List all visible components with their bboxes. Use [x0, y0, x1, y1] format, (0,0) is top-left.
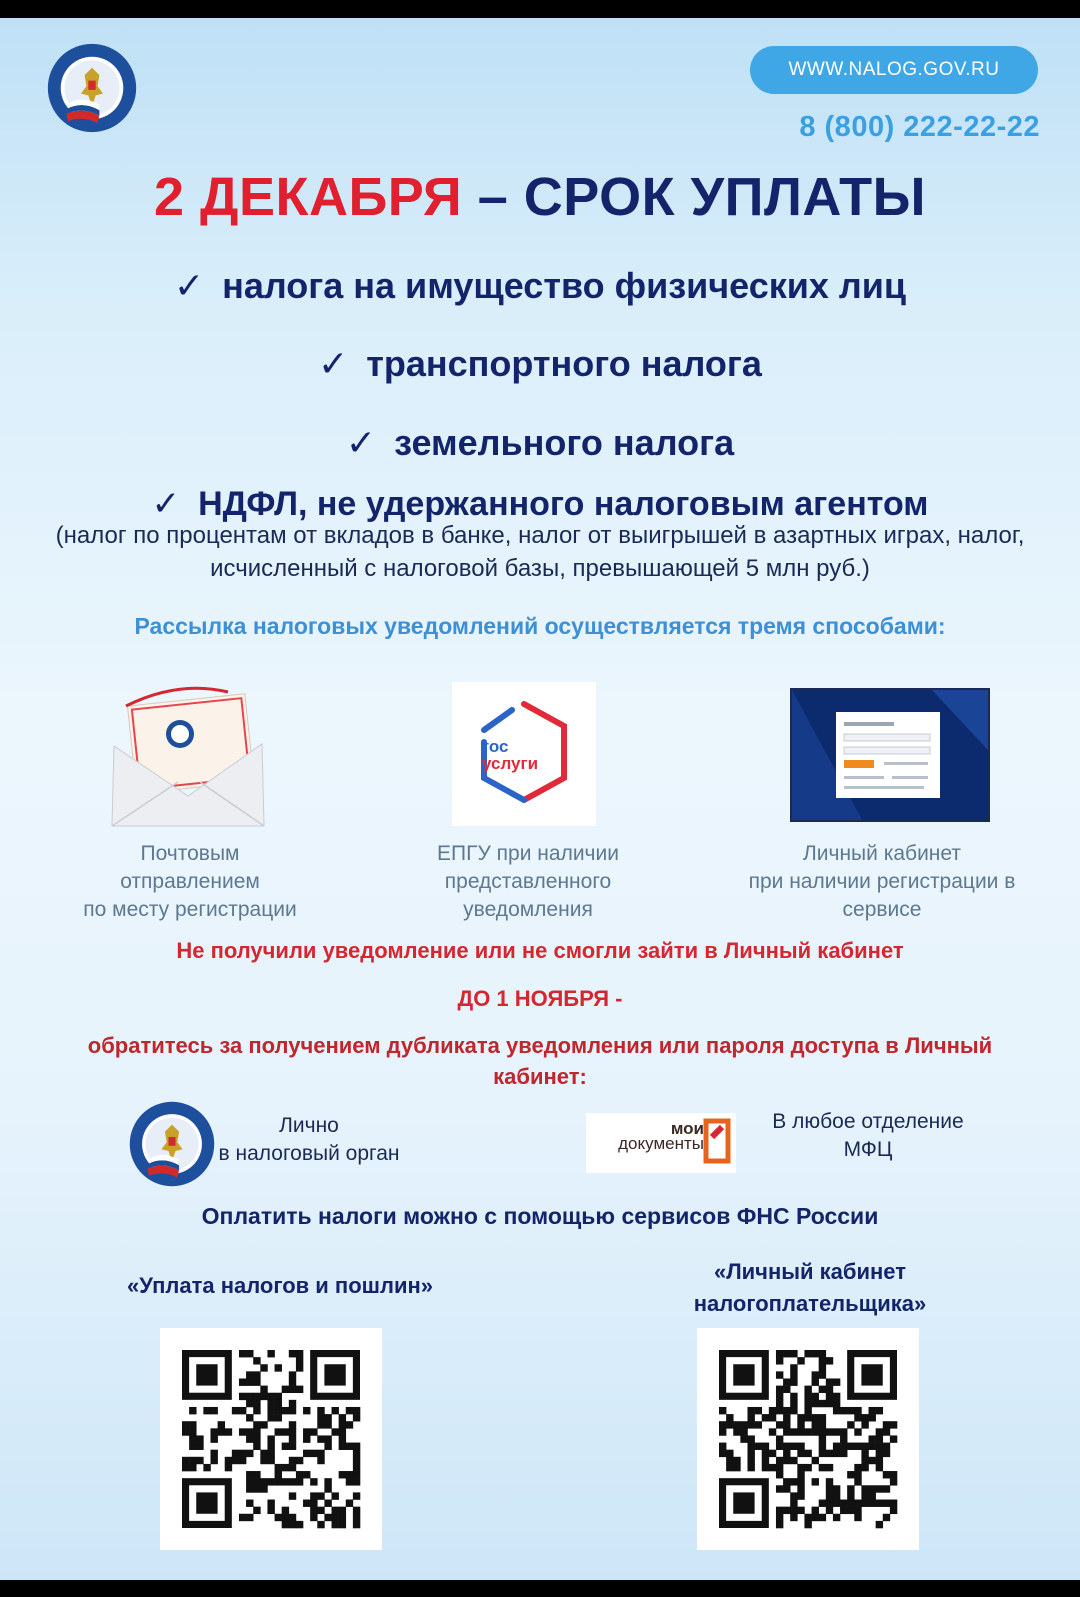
mfc-logo-line: документы: [618, 1134, 704, 1153]
method-text: уведомления: [463, 898, 593, 921]
personal-account-screenshot: [790, 688, 990, 822]
mfc-text: В любое отделение: [772, 1110, 964, 1133]
ndfl-note: (налог по процентам от вкладов в банке, налог от выигрышей в азартных играх, налог, исчисленный с налоговой базы, превышающей 5 млн руб.): [55, 522, 1025, 582]
mfc-logo: [586, 1113, 736, 1173]
method-text: Почтовым: [140, 842, 240, 865]
method-personal-account: [712, 840, 1052, 924]
fns-emblem-icon: [128, 1100, 216, 1188]
mfc-logo-line: мои: [670, 1119, 704, 1138]
fns-emblem-icon: [46, 42, 138, 134]
method-text: представленного: [444, 870, 612, 893]
method-text: Личный кабинет: [803, 842, 961, 865]
gosuslugi-logo-line: гос: [482, 737, 509, 756]
warning-deadline: ДО 1 НОЯБРЯ -: [457, 986, 623, 1011]
tax-item-label: земельного налога: [394, 422, 735, 463]
in-person-text: в налоговый орган: [218, 1142, 400, 1165]
check-icon: ✓: [173, 265, 205, 306]
deadline-label: – СРОК УПЛАТЫ: [462, 167, 927, 227]
in-person-text: Лично: [279, 1114, 339, 1137]
gosuslugi-logo-text: [482, 738, 582, 772]
method-text: отправлением: [120, 870, 260, 893]
warning-line: Не получили уведомление или не смогли зайти в Личный кабинет: [176, 938, 904, 963]
qr-code-icon: [697, 1328, 919, 1550]
mfc-option: [748, 1108, 988, 1164]
method-text: при наличии регистрации в: [748, 870, 1016, 893]
method-text: ЕПГУ при наличии: [437, 842, 619, 865]
login-form-icon: [792, 690, 988, 820]
website-link[interactable]: WWW.NALOG.GOV.RU: [750, 46, 1038, 94]
mfc-text: МФЦ: [843, 1138, 893, 1161]
warning-instruction: обратитесь за получением дубликата уведомления или пароля доступа в Личный кабинет:: [87, 1033, 993, 1089]
qr-code-personal-account[interactable]: [697, 1328, 919, 1550]
method-epgu: [388, 840, 668, 924]
tax-item-land: [0, 422, 1080, 464]
envelope-icon: [108, 686, 268, 831]
tax-item-ndfl: [0, 484, 1080, 524]
gosuslugi-logo-line: услуги: [482, 754, 539, 773]
service-personal-account-label: [620, 1256, 1000, 1320]
check-icon: ✓: [318, 343, 349, 384]
tax-item-label: налога на имущество физических лиц: [222, 265, 907, 306]
tax-item-property: [0, 265, 1080, 307]
in-person-option: [214, 1112, 404, 1168]
deadline-date: 2 ДЕКАБРЯ: [153, 167, 463, 227]
poster: [0, 18, 1080, 1580]
qr-code-icon: [160, 1328, 382, 1550]
service-label-line: «Личный кабинет: [713, 1259, 907, 1284]
tax-item-transport: [0, 343, 1080, 385]
qr-code-tax-payment[interactable]: [160, 1328, 382, 1550]
hotline-phone[interactable]: 8 (800) 222-22-22: [799, 111, 1040, 143]
service-tax-payment-label: «Уплата налогов и пошлин»: [126, 1273, 434, 1298]
method-text: сервисе: [842, 898, 922, 921]
mfc-logo-text: [592, 1121, 704, 1151]
method-post: [40, 840, 340, 924]
service-label-line: налогоплательщика»: [693, 1291, 927, 1316]
mfc-mark-icon: [702, 1115, 732, 1167]
tax-item-label: транспортного налога: [366, 343, 762, 384]
method-text: по месту регистрации: [83, 898, 297, 921]
check-icon: ✓: [345, 422, 377, 463]
mailing-title: Рассылка налоговых уведомлений осуществляется тремя способами:: [134, 613, 946, 639]
check-icon: ✓: [151, 485, 181, 523]
tax-item-label: НДФЛ, не удержанного налоговым агентом: [198, 485, 929, 523]
page-title: [0, 166, 1080, 228]
gosuslugi-logo: [452, 682, 596, 826]
payment-title: Оплатить налоги можно с помощью сервисов ФНС России: [201, 1203, 879, 1229]
